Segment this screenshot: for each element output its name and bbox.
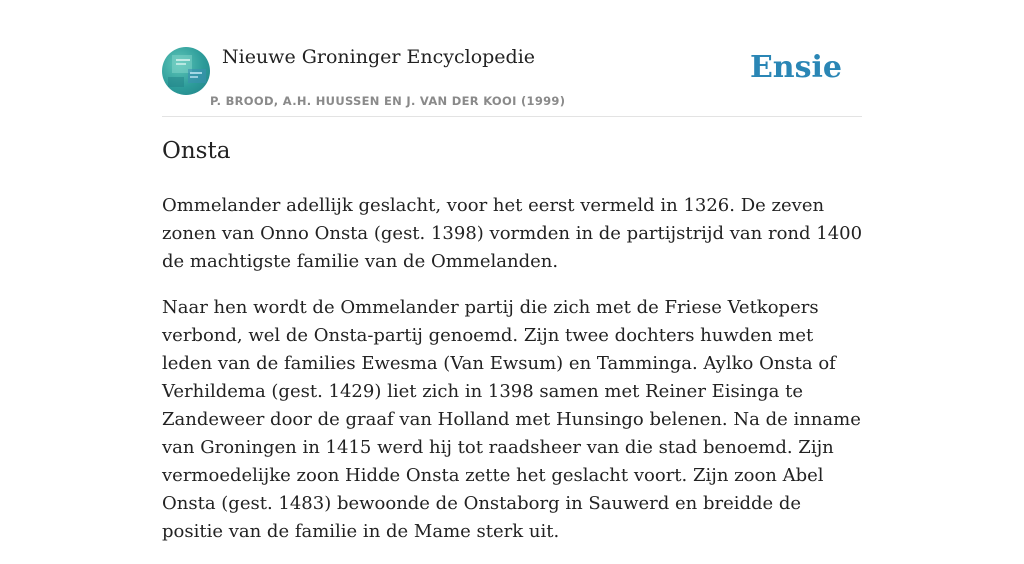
book-cover-art (162, 47, 210, 95)
ensie-logo-link[interactable]: Ensie (749, 50, 842, 85)
book-authors: P. BROOD, A.H. HUUSSEN EN J. VAN DER KOOI (1999) (210, 94, 566, 108)
book-title[interactable]: Nieuwe Groninger Encyclopedie (222, 46, 536, 68)
entry-content (162, 192, 866, 564)
book-header (162, 40, 862, 117)
entry-title: Onsta (162, 138, 231, 164)
entry-paragraph-1: Ommelander adellijk geslacht, voor het eerst vermeld in 1326. De zeven zonen van Onno Onsta (gest. 1398) vormden in de partijstrijd van rond 1400 de machtigste familie van de Ommelanden. (162, 195, 863, 272)
book-cover-icon[interactable] (162, 47, 210, 95)
entry-paragraph-2: Naar hen wordt de Ommelander partij die zich met de Friese Vetkopers verbond, wel de Onsta-partij genoemd. Zijn twee dochters huwden met leden van de families Ewesma (Van Ewsum) en Tamminga. Aylko Onsta of Verhildema (gest. 1429) liet zich in 1398 samen met Reiner Eisinga te Zandeweer door de graaf van Holland met Hunsingo belenen. Na de inname van Groningen in 1415 werd hij tot raadsheer van die stad benoemd. Zijn vermoedelijke zoon Hidde Onsta zette het geslacht voort. Zijn zoon Abel Onsta (gest. 1483) bewoonde de Onstaborg in Sauwerd en breidde de positie van de familie in de Mame sterk uit. (162, 297, 861, 542)
